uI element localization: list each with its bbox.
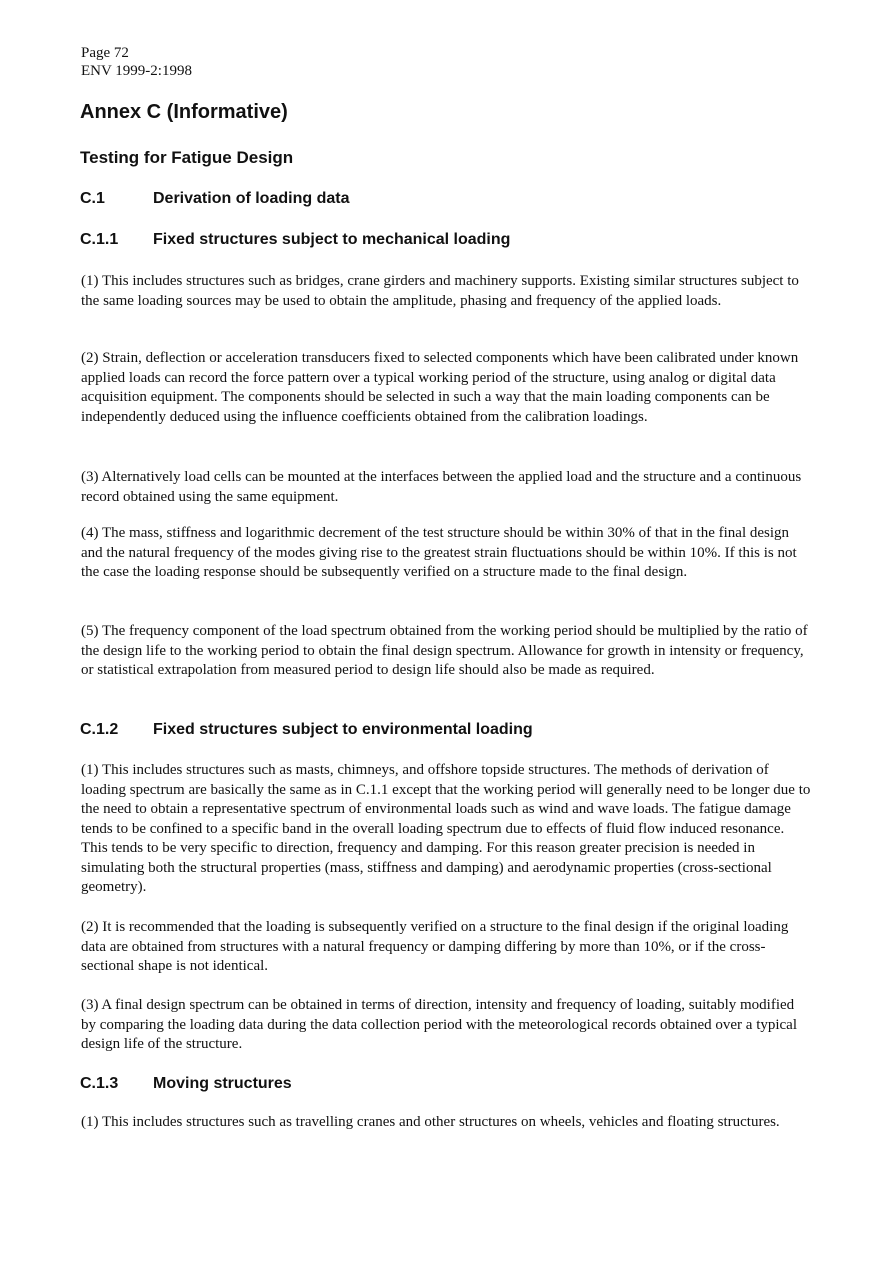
paragraph-c1-1-4: (4) The mass, stiffness and logarithmic decrement of the test structure should be within 30% of that in the final design and the natural frequency of the modes giving rise to the greatest strain fluctuations should be within 10%. If this is not the case the loading response should be subsequently verified on a structure made to the final design. [81, 525, 797, 580]
paragraph-c1-2-3: (3) A final design spectrum can be obtained in terms of direction, intensity and frequency of loading, suitably modified by comparing the loading data during the data collection period with the meteorological records obtained over a typical design life of the structure. [81, 997, 798, 1052]
page-number: Page 72 [81, 45, 129, 61]
paragraph-c1-2-1: (1) This includes structures such as masts, chimneys, and offshore topside structures. The methods of derivation of loading spectrum are basically the same as in C.1.1 except that the working period will generally need to be longer due to the need to obtain a representative spectrum of environmental loads such as wind and wave loads. The fatigue damage tends to be confined to a specific band in the overall loading spectrum due to effects of fluid flow induced resonance. This tends to be very specific to direction, frequency and damping. For this reason greater precision is needed in simulating both the structural properties (mass, stiffness and damping) and aerodynamic properties (cross-sectional geometry). [81, 762, 811, 895]
section-number: C.1 [80, 190, 105, 207]
paragraph-c1-3-1: (1) This includes structures such as travelling cranes and other structures on wheels, vehicles and floating structures. [81, 1114, 780, 1130]
paragraph-c1-1-1: (1) This includes structures such as bridges, crane girders and machinery supports. Existing similar structures subject to the same loading sources may be used to obtain the amplitude, phasing and frequency of the applied loads. [81, 273, 799, 309]
standard-reference: ENV 1999-2:1998 [81, 63, 192, 79]
paragraph-c1-2-2: (2) It is recommended that the loading is subsequently verified on a structure to the final design if the original loading data are obtained from structures with a natural frequency or damping differing by more than 10%, or if the cross-sectional shape is not identical. [81, 919, 789, 974]
paragraph-c1-1-3: (3) Alternatively load cells can be mounted at the interfaces between the applied load and the structure and a continuous record obtained using the same equipment. [81, 469, 802, 505]
section-title: Derivation of loading data [153, 190, 350, 207]
section-title: Fixed structures subject to environmental loading [153, 721, 533, 738]
section-number: C.1.3 [80, 1075, 119, 1092]
section-heading-c1-3 [80, 1075, 292, 1093]
annex-title: Annex C (Informative) [80, 101, 288, 123]
section-number: C.1.2 [80, 721, 119, 738]
section-title: Fixed structures subject to mechanical loading [153, 231, 511, 248]
paragraph-c1-1-5: (5) The frequency component of the load spectrum obtained from the working period should be multiplied by the ratio of the design life to the working period to obtain the final design spectrum. Allowance for growth in intensity or frequency, or statistical extrapolation from measured period to design life should also be made as required. [81, 623, 808, 678]
section-number: C.1.1 [80, 231, 119, 248]
section-title: Moving structures [153, 1075, 292, 1092]
annex-subtitle: Testing for Fatigue Design [80, 148, 294, 167]
section-heading-c1-1 [80, 231, 510, 249]
section-heading-c1 [80, 190, 349, 208]
paragraph-c1-1-2: (2) Strain, deflection or acceleration transducers fixed to selected components which have been calibrated under known applied loads can record the force pattern over a typical working period of the structure, using analog or digital data acquisition equipment. The components should be selected in such a way that the main loading components can be independently deduced using the influence coefficients obtained from the calibration loadings. [81, 350, 799, 425]
section-heading-c1-2 [80, 721, 533, 739]
